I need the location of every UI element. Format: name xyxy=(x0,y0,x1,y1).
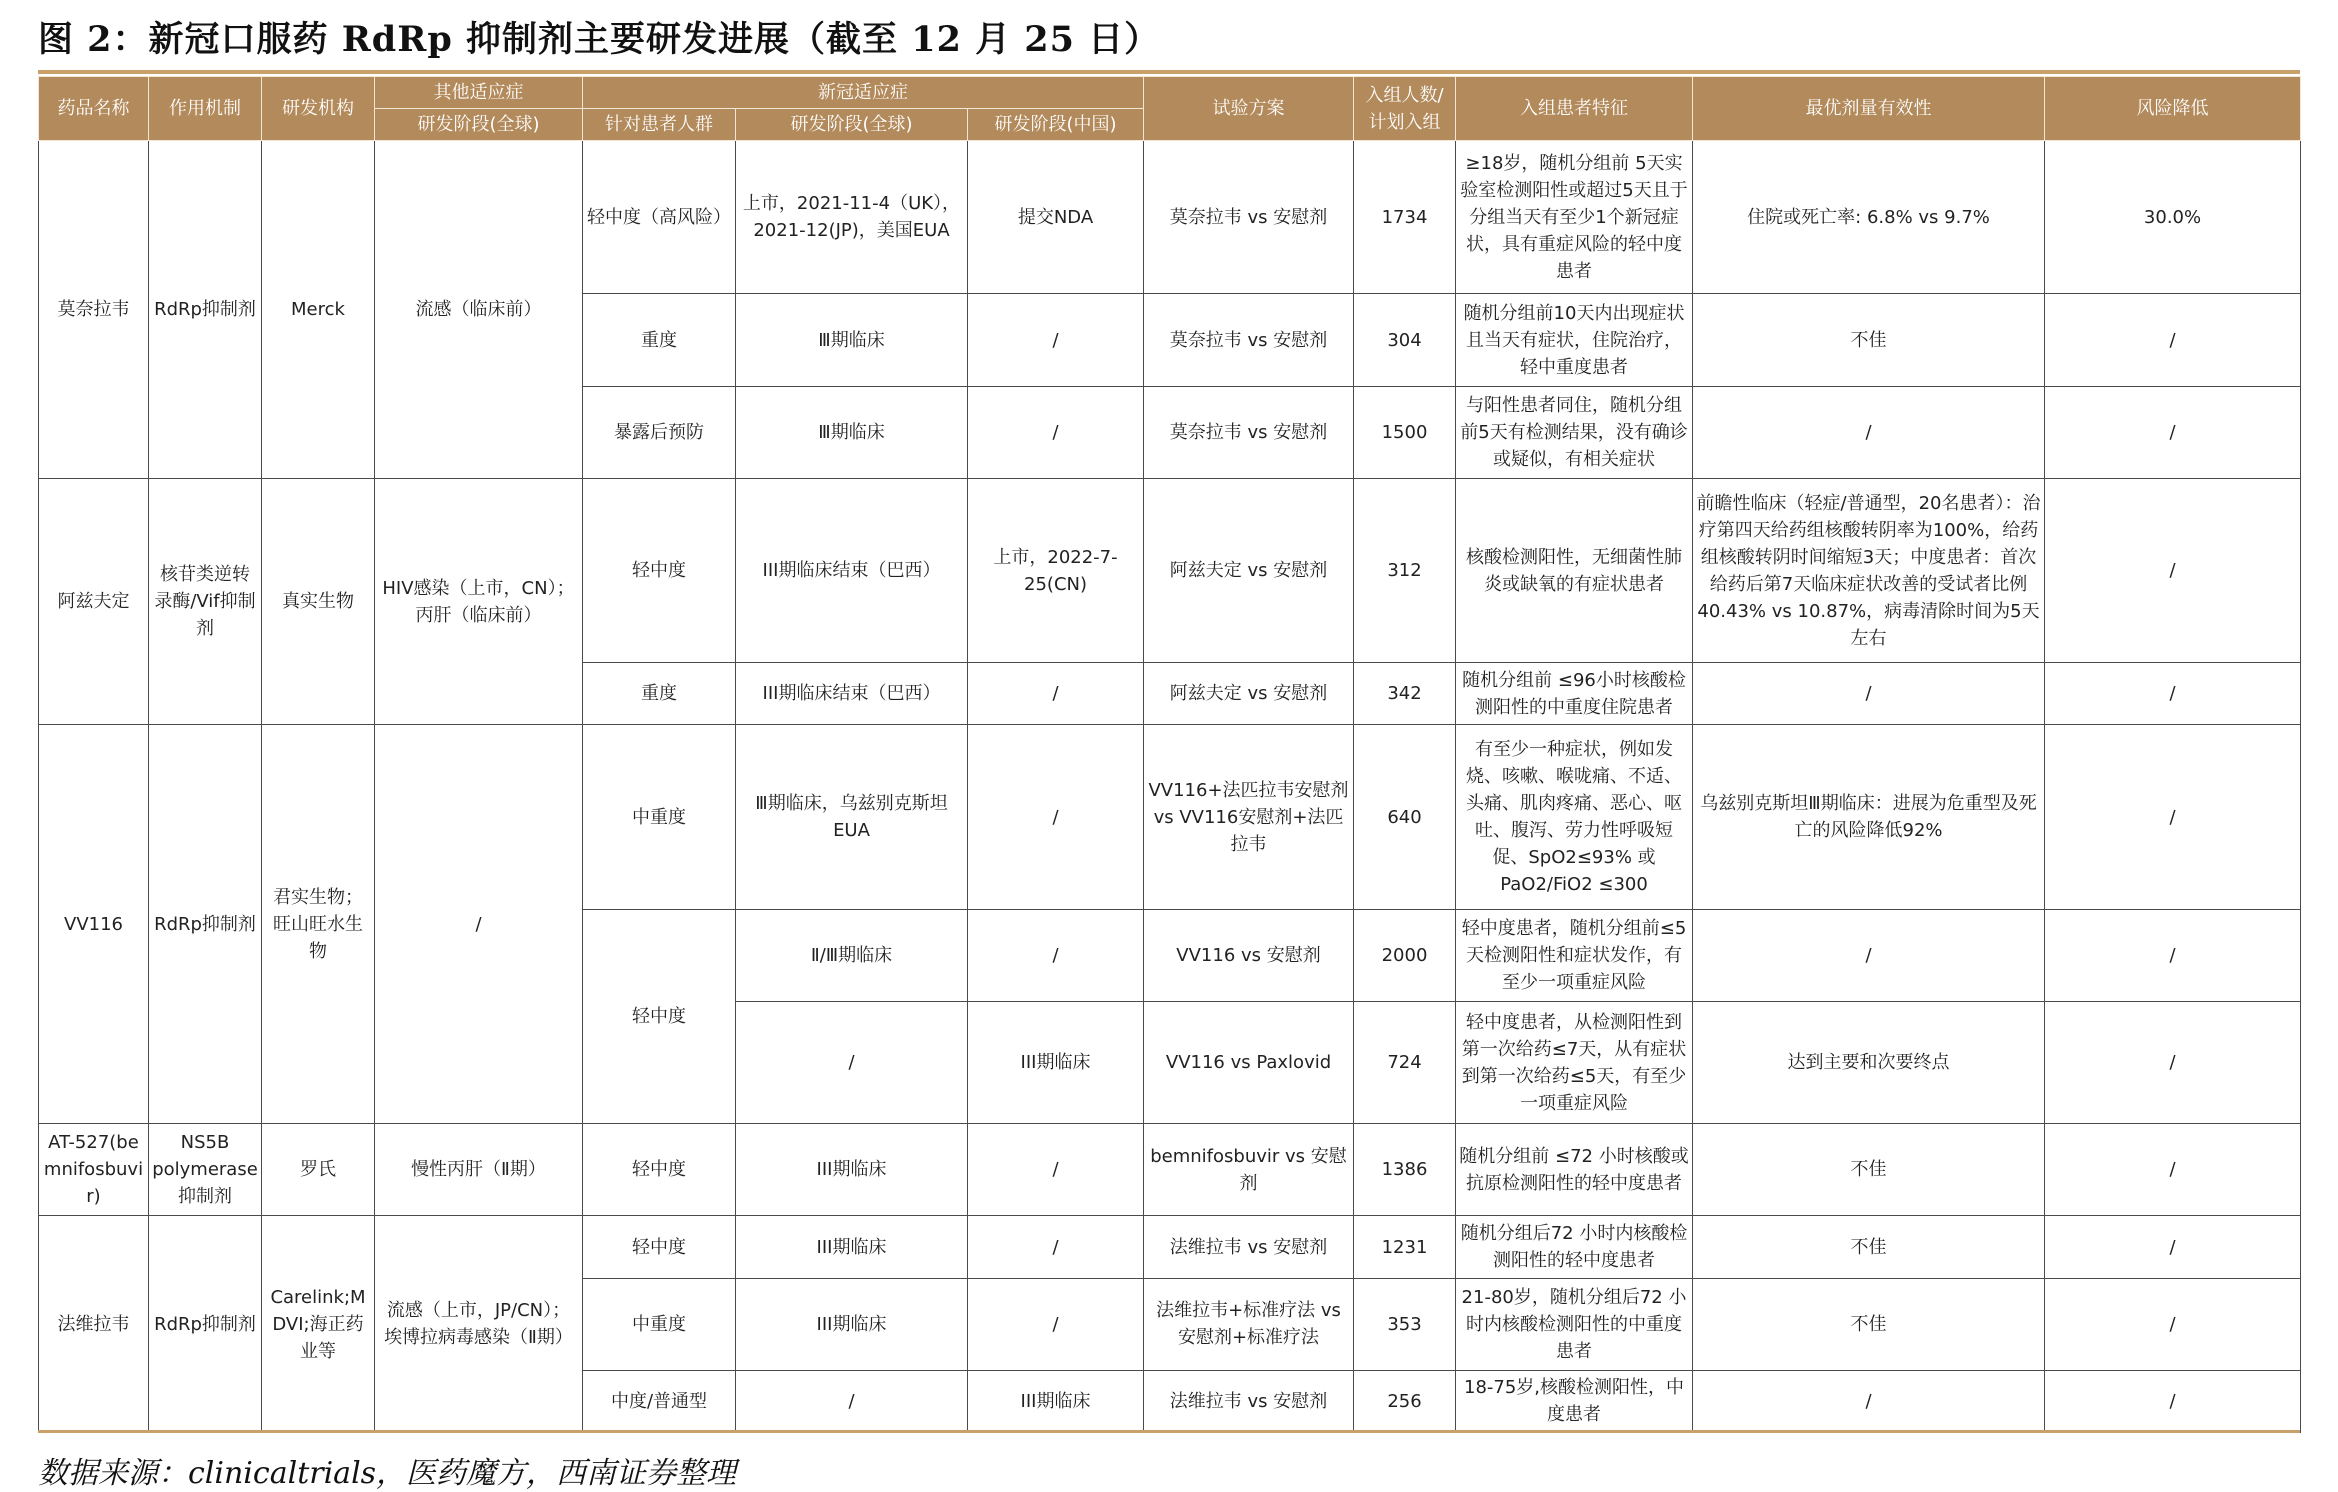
cell-features: 随机分组前 ≤96小时核酸检测阳性的中重度住院患者 xyxy=(1456,663,1693,725)
cell-efficacy: 乌兹别克斯坦Ⅲ期临床：进展为危重型及死亡的风险降低92% xyxy=(1693,725,2045,909)
cell-n: 342 xyxy=(1354,663,1456,725)
cell-n: 1500 xyxy=(1354,386,1456,478)
cell-other: / xyxy=(375,725,583,1124)
cell-features: 核酸检测阳性，无细菌性肺炎或缺氧的有症状患者 xyxy=(1456,478,1693,662)
cell-stage-china: / xyxy=(968,909,1144,1001)
th-stage-china: 研发阶段(中国) xyxy=(968,109,1144,141)
cell-stage-global: III期临床 xyxy=(736,1278,968,1370)
cell-risk: / xyxy=(2045,1124,2301,1216)
cell-stage-china: / xyxy=(968,725,1144,909)
cell-target: 轻中度 xyxy=(583,1124,736,1216)
header-row-1 xyxy=(39,77,2301,109)
cell-target: 暴露后预防 xyxy=(583,386,736,478)
th-target-population: 针对患者人群 xyxy=(583,109,736,141)
cell-stage-global: III期临床结束（巴西） xyxy=(736,663,968,725)
bottom-rule xyxy=(38,1430,2300,1433)
cell-efficacy: 不佳 xyxy=(1693,1124,2045,1216)
cell-risk: / xyxy=(2045,294,2301,386)
cell-n: 353 xyxy=(1354,1278,1456,1370)
cell-stage-global: III期临床结束（巴西） xyxy=(736,478,968,662)
cell-other: 流感（临床前） xyxy=(375,141,583,479)
cell-features: ≥18岁，随机分组前 5天实验室检测阳性或超过5天且于分组当天有至少1个新冠症状，具有重症风险的轻中度患者 xyxy=(1456,141,1693,294)
cell-features: 21-80岁，随机分组后72 小时内核酸检测阳性的中重度患者 xyxy=(1456,1278,1693,1370)
cell-features: 随机分组前 ≤72 小时核酸或抗原检测阳性的轻中度患者 xyxy=(1456,1124,1693,1216)
cell-stage-china: 提交NDA xyxy=(968,141,1144,294)
cell-features: 轻中度患者，从检测阳性到第一次给药≤7天，从有症状到第一次给药≤5天，有至少一项重症风险 xyxy=(1456,1002,1693,1124)
cell-drug: AT-527(bemnifosbuvir) xyxy=(39,1124,149,1216)
cell-features: 与阳性患者同住，随机分组前5天有检测结果，没有确诊或疑似，有相关症状 xyxy=(1456,386,1693,478)
cell-design: 莫奈拉韦 vs 安慰剂 xyxy=(1144,141,1354,294)
th-enrollment: 入组人数/计划入组 xyxy=(1354,77,1456,141)
th-drug: 药品名称 xyxy=(39,77,149,141)
cell-stage-china: / xyxy=(968,663,1144,725)
cell-risk: 30.0% xyxy=(2045,141,2301,294)
cell-stage-china: / xyxy=(968,294,1144,386)
cell-risk: / xyxy=(2045,478,2301,662)
th-patient-features: 入组患者特征 xyxy=(1456,77,1693,141)
cell-design: 阿兹夫定 vs 安慰剂 xyxy=(1144,478,1354,662)
cell-design: 阿兹夫定 vs 安慰剂 xyxy=(1144,663,1354,725)
th-covid-indication: 新冠适应症 xyxy=(583,77,1144,109)
cell-target: 重度 xyxy=(583,663,736,725)
cell-stage-china: III期临床 xyxy=(968,1002,1144,1124)
cell-stage-global: / xyxy=(736,1002,968,1124)
th-other-indication: 其他适应症 xyxy=(375,77,583,109)
cell-n: 640 xyxy=(1354,725,1456,909)
cell-efficacy: / xyxy=(1693,386,2045,478)
cell-risk: / xyxy=(2045,1216,2301,1278)
cell-efficacy: 不佳 xyxy=(1693,1216,2045,1278)
cell-target: 轻中度（高风险） xyxy=(583,141,736,294)
cell-features: 随机分组前10天内出现症状且当天有症状，住院治疗，轻中重度患者 xyxy=(1456,294,1693,386)
cell-stage-global: 上市，2021-11-4（UK），2021-12(JP)，美国EUA xyxy=(736,141,968,294)
cell-org: Merck xyxy=(262,141,375,479)
cell-design: 法维拉韦+标准疗法 vs 安慰剂+标准疗法 xyxy=(1144,1278,1354,1370)
cell-stage-global: / xyxy=(736,1370,968,1432)
cell-risk: / xyxy=(2045,1370,2301,1432)
cell-target: 轻中度 xyxy=(583,1216,736,1278)
cell-stage-global: Ⅱ/Ⅲ期临床 xyxy=(736,909,968,1001)
th-efficacy: 最优剂量有效性 xyxy=(1693,77,2045,141)
cell-features: 有至少一种症状，例如发烧、咳嗽、喉咙痛、不适、头痛、肌肉疼痛、恶心、呕吐、腹泻、劳力性呼吸短促、SpO2≤93% 或 PaO2/FiO2 ≤300 xyxy=(1456,725,1693,909)
table-row xyxy=(39,725,2301,909)
cell-mechanism: RdRp抑制剂 xyxy=(149,141,262,479)
cell-efficacy: / xyxy=(1693,663,2045,725)
th-stage-global: 研发阶段(全球) xyxy=(736,109,968,141)
cell-design: 莫奈拉韦 vs 安慰剂 xyxy=(1144,294,1354,386)
cell-efficacy: 住院或死亡率: 6.8% vs 9.7% xyxy=(1693,141,2045,294)
cell-design: 法维拉韦 vs 安慰剂 xyxy=(1144,1216,1354,1278)
cell-risk: / xyxy=(2045,725,2301,909)
cell-stage-global: III期临床 xyxy=(736,1216,968,1278)
top-rule xyxy=(38,70,2300,74)
cell-mechanism: 核苷类逆转录酶/Vif抑制剂 xyxy=(149,478,262,725)
cell-drug: 法维拉韦 xyxy=(39,1216,149,1433)
cell-mechanism: NS5B polymerase抑制剂 xyxy=(149,1124,262,1216)
cell-org: 罗氏 xyxy=(262,1124,375,1216)
cell-n: 256 xyxy=(1354,1370,1456,1432)
cell-n: 1734 xyxy=(1354,141,1456,294)
cell-risk: / xyxy=(2045,663,2301,725)
cell-risk: / xyxy=(2045,1278,2301,1370)
cell-target: 重度 xyxy=(583,294,736,386)
cell-stage-china: / xyxy=(968,1278,1144,1370)
th-other-stage: 研发阶段(全球) xyxy=(375,109,583,141)
cell-stage-china: / xyxy=(968,1216,1144,1278)
cell-design: bemnifosbuvir vs 安慰剂 xyxy=(1144,1124,1354,1216)
cell-n: 1231 xyxy=(1354,1216,1456,1278)
cell-target: 中度/普通型 xyxy=(583,1370,736,1432)
figure-title: 图 2：新冠口服药 RdRp 抑制剂主要研发进展（截至 12 月 25 日） xyxy=(38,19,1161,60)
cell-other: HIV感染（上市，CN）；丙肝（临床前） xyxy=(375,478,583,725)
cell-risk: / xyxy=(2045,386,2301,478)
cell-efficacy: 不佳 xyxy=(1693,294,2045,386)
cell-n: 2000 xyxy=(1354,909,1456,1001)
cell-stage-global: Ⅲ期临床 xyxy=(736,386,968,478)
cell-target: 轻中度 xyxy=(583,478,736,662)
cell-design: VV116 vs 安慰剂 xyxy=(1144,909,1354,1001)
cell-efficacy: / xyxy=(1693,909,2045,1001)
cell-stage-china: III期临床 xyxy=(968,1370,1144,1432)
cell-features: 18-75岁,核酸检测阳性，中度患者 xyxy=(1456,1370,1693,1432)
rdrp-table xyxy=(38,76,2301,1433)
th-trial-design: 试验方案 xyxy=(1144,77,1354,141)
th-org: 研发机构 xyxy=(262,77,375,141)
table-row xyxy=(39,1124,2301,1216)
cell-n: 724 xyxy=(1354,1002,1456,1124)
cell-drug: 阿兹夫定 xyxy=(39,478,149,725)
table-row xyxy=(39,478,2301,662)
cell-design: VV116+法匹拉韦安慰剂 vs VV116安慰剂+法匹拉韦 xyxy=(1144,725,1354,909)
th-risk-reduction: 风险降低 xyxy=(2045,77,2301,141)
cell-stage-global: Ⅲ期临床，乌兹别克斯坦EUA xyxy=(736,725,968,909)
cell-mechanism: RdRp抑制剂 xyxy=(149,725,262,1124)
table-row xyxy=(39,141,2301,294)
cell-org: 真实生物 xyxy=(262,478,375,725)
cell-target: 轻中度 xyxy=(583,909,736,1123)
cell-other: 流感（上市，JP/CN）；埃博拉病毒感染（Ⅱ期） xyxy=(375,1216,583,1433)
cell-target: 中重度 xyxy=(583,725,736,909)
cell-efficacy: 前瞻性临床（轻症/普通型，20名患者）：治疗第四天给药组核酸转阴率为100%，给药组核酸转阴时间缩短3天；中度患者：首次给药后第7天临床症状改善的受试者比例40.43% vs 10.87%，病毒清除时间为5天左右 xyxy=(1693,478,2045,662)
cell-design: 莫奈拉韦 vs 安慰剂 xyxy=(1144,386,1354,478)
cell-efficacy: 不佳 xyxy=(1693,1278,2045,1370)
cell-risk: / xyxy=(2045,909,2301,1001)
th-mechanism: 作用机制 xyxy=(149,77,262,141)
cell-drug: 莫奈拉韦 xyxy=(39,141,149,479)
cell-mechanism: RdRp抑制剂 xyxy=(149,1216,262,1433)
data-source: 数据来源：clinicaltrials，医药魔方，西南证券整理 xyxy=(38,1456,737,1491)
cell-efficacy: 达到主要和次要终点 xyxy=(1693,1002,2045,1124)
cell-risk: / xyxy=(2045,1002,2301,1124)
cell-stage-global: Ⅲ期临床 xyxy=(736,294,968,386)
cell-org: Carelink;MDVI;海正药业等 xyxy=(262,1216,375,1433)
cell-n: 312 xyxy=(1354,478,1456,662)
cell-org: 君实生物；旺山旺水生物 xyxy=(262,725,375,1124)
cell-stage-china: / xyxy=(968,1124,1144,1216)
cell-target: 中重度 xyxy=(583,1278,736,1370)
table-row xyxy=(39,1216,2301,1278)
cell-efficacy: / xyxy=(1693,1370,2045,1432)
cell-features: 轻中度患者，随机分组前≤5天检测阳性和症状发作，有至少一项重症风险 xyxy=(1456,909,1693,1001)
cell-design: VV116 vs Paxlovid xyxy=(1144,1002,1354,1124)
cell-design: 法维拉韦 vs 安慰剂 xyxy=(1144,1370,1354,1432)
cell-n: 304 xyxy=(1354,294,1456,386)
cell-drug: VV116 xyxy=(39,725,149,1124)
cell-stage-china: 上市，2022-7-25(CN) xyxy=(968,478,1144,662)
cell-stage-china: / xyxy=(968,386,1144,478)
cell-stage-global: III期临床 xyxy=(736,1124,968,1216)
cell-features: 随机分组后72 小时内核酸检测阳性的轻中度患者 xyxy=(1456,1216,1693,1278)
cell-other: 慢性丙肝（Ⅱ期） xyxy=(375,1124,583,1216)
cell-n: 1386 xyxy=(1354,1124,1456,1216)
